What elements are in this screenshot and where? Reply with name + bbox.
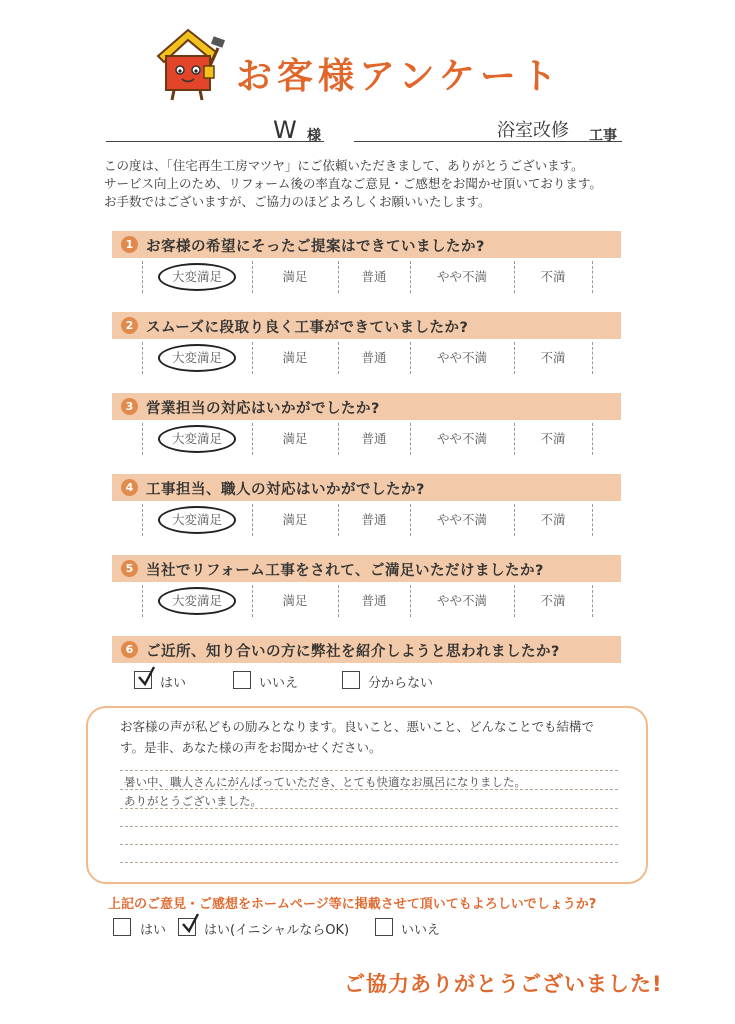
comment-ruled-line xyxy=(120,808,618,809)
comment-answer-line: 暑い中、職人さんにがんばっていただき、とても快適なお風呂になりました。 xyxy=(124,775,527,789)
option-neutral[interactable]: 普通 xyxy=(361,593,387,608)
question-number-badge: 1 xyxy=(121,236,138,253)
consent-checkbox-no[interactable] xyxy=(375,918,393,936)
q6-label-yes: はい xyxy=(160,676,187,691)
question-5-bar xyxy=(112,555,621,582)
question-3-options xyxy=(142,423,594,455)
option-satisfied[interactable]: 満足 xyxy=(282,269,308,284)
question-5-options xyxy=(142,585,594,617)
question-1-bar xyxy=(112,231,621,258)
option-dissatisfied[interactable]: 不満 xyxy=(540,512,566,527)
option-neutral[interactable]: 普通 xyxy=(361,431,387,446)
house-mascot-icon xyxy=(150,26,228,102)
option-very-satisfied[interactable]: 大変満足 xyxy=(171,350,222,365)
comment-ruled-line xyxy=(120,770,618,771)
option-somewhat-dissatisfied[interactable]: やや不満 xyxy=(436,593,487,608)
work-type: 浴室改修 xyxy=(497,120,569,141)
question-text: 当社でリフォーム工事をされて、ご満足いただけましたか? xyxy=(146,563,544,579)
intro-text xyxy=(104,157,644,211)
q6-checkbox-no[interactable] xyxy=(233,671,251,689)
intro-line: サービス向上のため、リフォーム後の率直なご意見・ご感想をお聞かせ頂いております。 xyxy=(104,176,602,191)
survey-title: お客様アンケート xyxy=(236,56,562,97)
option-divider xyxy=(592,585,593,617)
q6-label-unsure: 分からない xyxy=(368,676,434,691)
option-very-satisfied[interactable]: 大変満足 xyxy=(171,512,222,527)
question-text: スムーズに段取り良く工事ができていましたか? xyxy=(146,320,469,336)
option-neutral[interactable]: 普通 xyxy=(361,350,387,365)
option-divider xyxy=(592,423,593,455)
work-type-underline xyxy=(354,141,622,142)
question-text: ご近所、知り合いの方に弊社を紹介しようと思われましたか? xyxy=(146,644,560,660)
q6-label-no: いいえ xyxy=(259,676,299,691)
checkmark-icon xyxy=(181,913,199,935)
option-divider xyxy=(592,504,593,536)
option-neutral[interactable]: 普通 xyxy=(361,512,387,527)
question-6-bar xyxy=(112,636,621,663)
option-very-satisfied[interactable]: 大変満足 xyxy=(171,269,222,284)
question-text: 営業担当の対応はいかがでしたか? xyxy=(146,401,380,417)
question-text: 工事担当、職人の対応はいかがでしたか? xyxy=(146,482,425,498)
option-neutral[interactable]: 普通 xyxy=(361,269,387,284)
consent-label-initials: はい(イニシャルならOK) xyxy=(204,923,350,938)
q6-checkbox-unsure[interactable] xyxy=(342,671,360,689)
option-dissatisfied[interactable]: 不満 xyxy=(540,593,566,608)
intro-line: この度は、「住宅再生工房マツヤ」にご依頼いただきまして、ありがとうございます。 xyxy=(104,158,584,173)
consent-question: 上記のご意見・ご感想をホームページ等に掲載させて頂いてもよろしいでしょうか? xyxy=(108,897,597,912)
question-number-badge: 4 xyxy=(121,479,138,496)
question-number-badge: 6 xyxy=(121,641,138,658)
question-number-badge: 2 xyxy=(121,317,138,334)
customer-name: W xyxy=(273,116,297,144)
question-2-bar xyxy=(112,312,621,339)
checkmark-icon xyxy=(137,666,155,688)
option-satisfied[interactable]: 満足 xyxy=(282,431,308,446)
option-somewhat-dissatisfied[interactable]: やや不満 xyxy=(436,269,487,284)
option-divider xyxy=(592,342,593,374)
option-dissatisfied[interactable]: 不満 xyxy=(540,350,566,365)
question-text: お客様の希望にそったご提案はできていましたか? xyxy=(146,239,485,255)
comment-answer-line: ありがとうございました。 xyxy=(124,794,262,808)
work-type-suffix: 工事 xyxy=(589,128,617,144)
question-4-bar xyxy=(112,474,621,501)
thank-you-message: ご協力ありがとうございました! xyxy=(344,972,663,996)
option-divider xyxy=(592,261,593,293)
question-4-options xyxy=(142,504,594,536)
consent-checkbox-yes[interactable] xyxy=(113,918,131,936)
option-somewhat-dissatisfied[interactable]: やや不満 xyxy=(436,431,487,446)
option-satisfied[interactable]: 満足 xyxy=(282,512,308,527)
comment-ruled-line xyxy=(120,862,618,863)
question-number-badge: 3 xyxy=(121,398,138,415)
consent-label-no: いいえ xyxy=(401,923,441,938)
comment-ruled-line xyxy=(120,826,618,827)
q6-checkbox-yes[interactable] xyxy=(134,671,152,689)
option-dissatisfied[interactable]: 不満 xyxy=(540,269,566,284)
option-very-satisfied[interactable]: 大変満足 xyxy=(171,431,222,446)
customer-name-suffix: 様 xyxy=(307,128,321,144)
question-1-options xyxy=(142,261,594,293)
comment-prompt xyxy=(120,716,620,758)
option-somewhat-dissatisfied[interactable]: やや不満 xyxy=(436,350,487,365)
comment-ruled-line xyxy=(120,844,618,845)
comment-prompt-line: す。是非、あなた様の声をお聞かせください。 xyxy=(120,740,382,755)
question-2-options xyxy=(142,342,594,374)
comment-prompt-line: お客様の声が私どもの励みとなります。良いこと、悪いこと、どんなことでも結構で xyxy=(120,719,595,734)
option-somewhat-dissatisfied[interactable]: やや不満 xyxy=(436,512,487,527)
question-3-bar xyxy=(112,393,621,420)
option-satisfied[interactable]: 満足 xyxy=(282,593,308,608)
option-very-satisfied[interactable]: 大変満足 xyxy=(171,593,222,608)
consent-checkbox-initials[interactable] xyxy=(178,918,196,936)
intro-line: お手数ではございますが、ご協力のほどよろしくお願いいたします。 xyxy=(104,194,491,209)
consent-label-yes: はい xyxy=(140,923,167,938)
option-satisfied[interactable]: 満足 xyxy=(282,350,308,365)
question-number-badge: 5 xyxy=(121,560,138,577)
comment-ruled-line xyxy=(120,789,618,790)
option-dissatisfied[interactable]: 不満 xyxy=(540,431,566,446)
